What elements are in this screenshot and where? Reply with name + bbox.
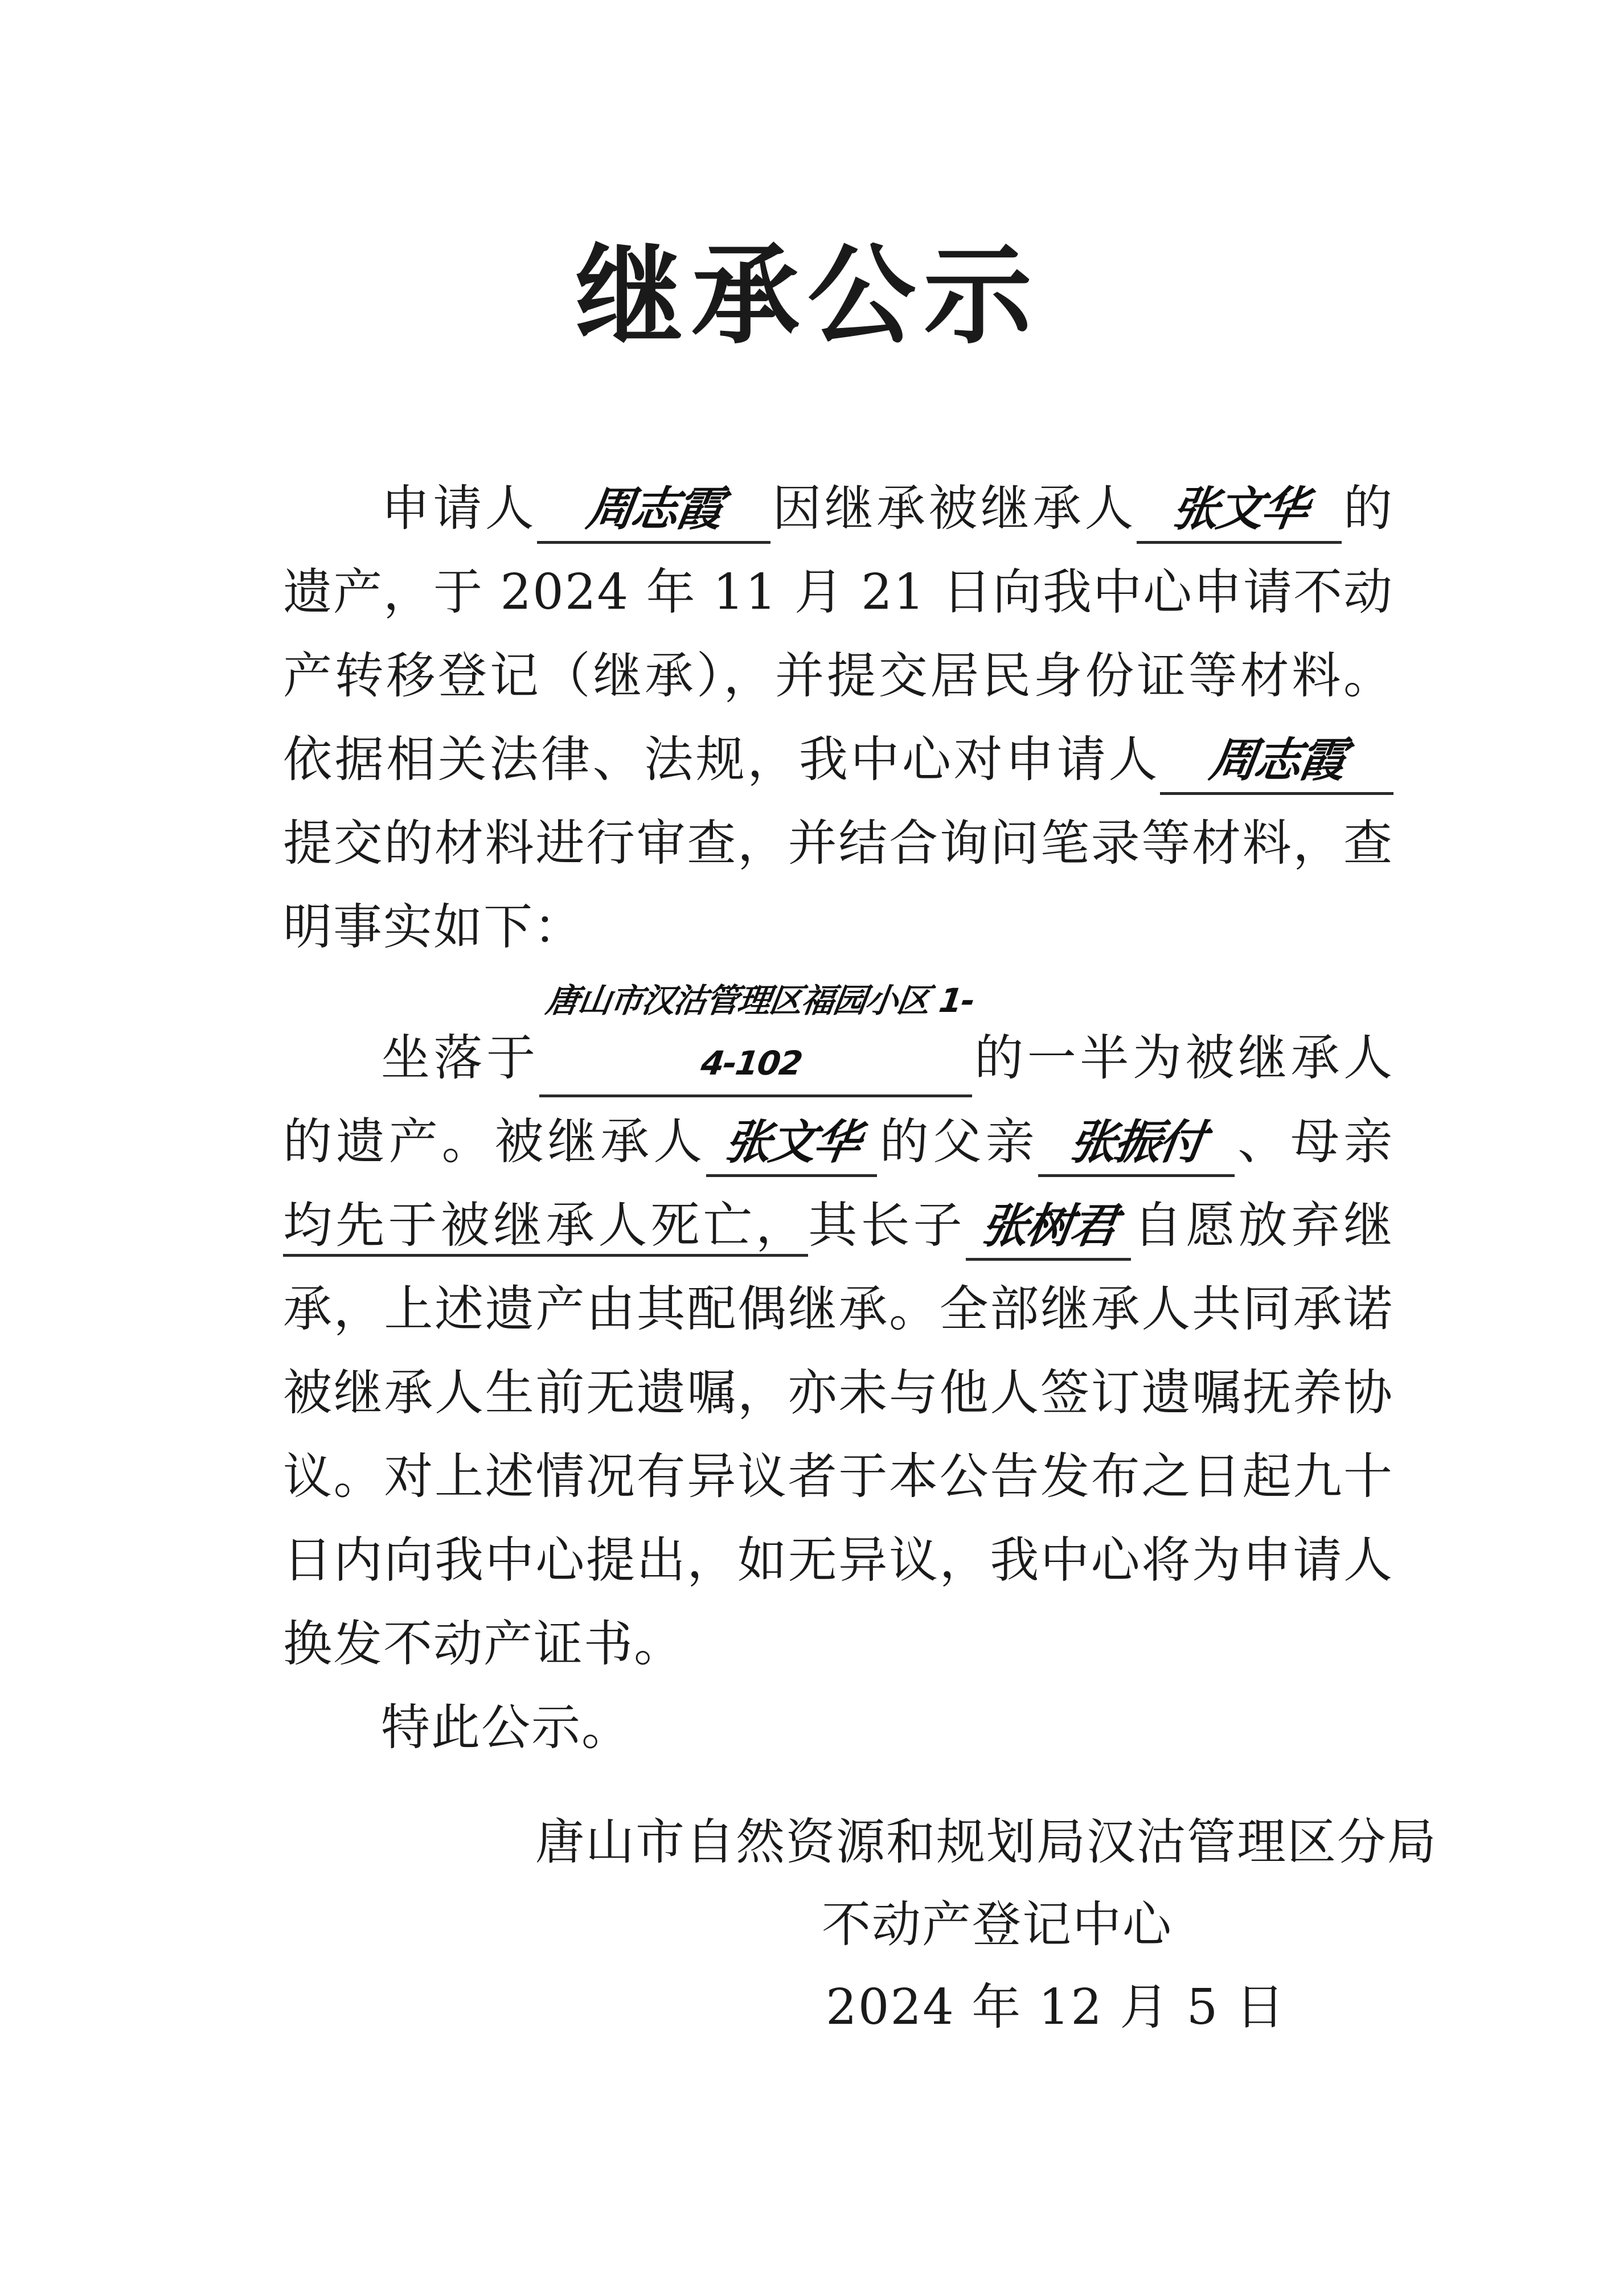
text-segment: 坐落于 xyxy=(381,1030,539,1086)
applicant-handwritten-name: 周志霞 xyxy=(583,482,724,536)
text-segment: 、母亲 xyxy=(1235,1113,1394,1170)
decedent-signature-field-2 xyxy=(706,1110,877,1177)
text-segment: 因继承被继承人 xyxy=(770,480,1137,537)
property-address-handwritten: 唐山市汉沽管理区福园小区 1-4-102 xyxy=(543,981,977,1083)
applicant-handwritten-name-2: 周志霞 xyxy=(1206,733,1347,788)
paragraph-closing: 特此公示。 xyxy=(381,1699,632,1756)
text-segment: 提交的材料进行审查，并结合询问笔录等材料，查明事实如下： xyxy=(283,815,1393,956)
notice-body xyxy=(283,467,1393,1770)
applicant-signature-field xyxy=(537,477,770,544)
registration-center: 不动产登记中心 xyxy=(822,1896,1173,1953)
document-title: 继承公示 xyxy=(575,233,1040,359)
paragraph-facts xyxy=(283,969,1393,1686)
decedent-handwritten-name: 张文华 xyxy=(1169,482,1310,536)
text-segment: 申请人 xyxy=(381,480,537,537)
text-segment: 的遗产，于 2024 年 11 月 21 日向我中心申请不动产转移登记（继承），并提交居民身份证等材料。依据相关法律、法规，我中心对申请人 xyxy=(283,480,1394,788)
text-segment: 的一半为被继承人的遗产。被继承人 xyxy=(283,1030,1394,1170)
father-handwritten-name: 张振付 xyxy=(1066,1116,1207,1170)
applicant-signature-field-2 xyxy=(1160,728,1393,795)
underlined-deceased-statement: 均先于被继承人死亡， xyxy=(283,1197,808,1257)
text-segment: 的父亲 xyxy=(876,1113,1039,1170)
issue-date: 2024 年 12 月 5 日 xyxy=(826,1979,1286,2036)
text-segment: 其长子 xyxy=(808,1197,966,1254)
property-address-field xyxy=(539,969,977,1097)
text-segment: 自愿放弃继承，上述遗产由其配偶继承。全部继承人共同承诺被继承人生前无遗嘱，亦未与他人签订遗嘱抚养协议。对上述情况有异议者于本公告发布之日起九十日内向我中心提出，如无异议，我中心将为申请人换发不动产证书。 xyxy=(283,1197,1394,1672)
son-signature-field xyxy=(966,1194,1131,1261)
son-handwritten-name: 张树君 xyxy=(978,1199,1119,1253)
father-signature-field xyxy=(1038,1110,1235,1177)
decedent-handwritten-name-2: 张文华 xyxy=(721,1116,862,1170)
decedent-signature-field xyxy=(1137,477,1342,544)
issuing-organization: 唐山市自然资源和规划局汉沽管理区分局 xyxy=(535,1814,1437,1871)
paragraph-application xyxy=(283,467,1393,969)
